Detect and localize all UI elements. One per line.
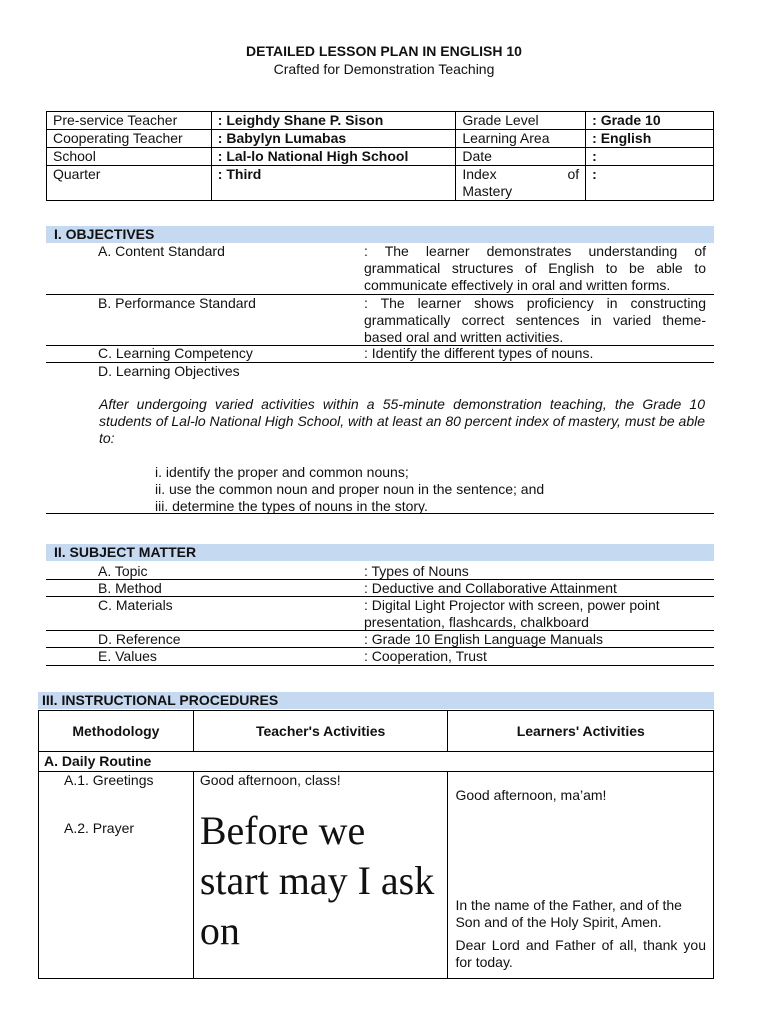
teacher-prayer-text: Before we start may I ask on: [199, 808, 435, 953]
performance-standard-value: : The learner shows proficiency in constructing grammatically correct sentences in varied theme-based oral and written activities.: [364, 295, 706, 345]
area-label: Learning Area: [456, 130, 586, 148]
learner-prayer: Dear Lord and Father of all, thank you for today.: [455, 937, 706, 970]
teacher-cell: [193, 772, 448, 979]
learning-competency-label: C. Learning Competency: [98, 345, 253, 361]
document-title: DETAILED LESSON PLAN IN ENGLISH 10: [246, 43, 522, 59]
methodology-header: Methodology: [39, 711, 194, 752]
cooperating-value: : Babylyn Lumabas: [211, 130, 456, 148]
quarter-label: Quarter: [47, 166, 212, 201]
content-standard-label: A. Content Standard: [98, 243, 225, 259]
quarter-value: : Third: [211, 166, 456, 201]
objectives-heading: I. OBJECTIVES: [46, 226, 714, 243]
materials-value: : Digital Light Projector with screen, power point presentation, flashcards, chalkboard: [364, 597, 660, 630]
list-item: iii. determine the types of nouns in the story.: [155, 498, 428, 514]
document-subtitle: Crafted for Demonstration Teaching: [273, 61, 495, 77]
mastery-word: Mastery: [462, 183, 513, 199]
learner-cell: [448, 772, 714, 979]
index-label: [456, 166, 586, 201]
procedures-heading: III. INSTRUCTIONAL PROCEDURES: [38, 692, 714, 709]
learning-objectives-label: D. Learning Objectives: [98, 363, 240, 379]
list-item: ii. use the common noun and proper noun in the sentence; and: [155, 481, 545, 497]
subject-heading: II. SUBJECT MATTER: [46, 544, 714, 561]
date-value: :: [586, 148, 714, 166]
index-value: :: [586, 166, 714, 201]
topic-value: : Types of Nouns: [364, 563, 469, 579]
preservice-label: Pre-service Teacher: [47, 112, 212, 130]
learning-competency-value: : Identify the different types of nouns.: [364, 345, 594, 361]
area-value: : English: [586, 130, 714, 148]
preservice-value: : Leighdy Shane P. Sison: [211, 112, 456, 130]
methodology-cell: [39, 772, 194, 979]
procedures-table: [38, 710, 714, 979]
learner-greeting: Good afternoon, ma’am!: [455, 787, 607, 803]
topic-label: A. Topic: [98, 563, 148, 579]
daily-routine-heading: A. Daily Routine: [39, 752, 714, 772]
greetings-label: A.1. Greetings: [64, 772, 154, 788]
learner-prayer-sign: In the name of the Father, and of the Son and of the Holy Spirit, Amen.: [455, 897, 682, 930]
objectives-intro: After undergoing varied activities within a 55-minute demonstration teaching, the Grade 10 students of Lal-lo National High School, with at least an 80 percent index of mastery, must be able to:: [99, 396, 705, 446]
divider: [46, 665, 714, 666]
teacher-greeting: Good afternoon, class!: [199, 772, 341, 788]
date-label: Date: [456, 148, 586, 166]
reference-value: : Grade 10 English Language Manuals: [364, 631, 603, 647]
info-table: [46, 111, 714, 201]
teacher-header: Teacher's Activities: [193, 711, 448, 752]
values-label: E. Values: [98, 648, 157, 664]
list-item: i. identify the proper and common nouns;: [155, 464, 409, 480]
grade-value: : Grade 10: [586, 112, 714, 130]
index-word: Index: [462, 166, 497, 182]
method-label: B. Method: [98, 580, 162, 596]
learner-header: Learners' Activities: [448, 711, 714, 752]
performance-standard-label: B. Performance Standard: [98, 295, 256, 311]
method-value: : Deductive and Collaborative Attainment: [364, 580, 617, 596]
of-word: of: [567, 166, 580, 182]
materials-label: C. Materials: [98, 597, 173, 613]
grade-label: Grade Level: [456, 112, 586, 130]
values-value: : Cooperation, Trust: [364, 648, 487, 664]
prayer-label: A.2. Prayer: [64, 820, 135, 836]
school-label: School: [47, 148, 212, 166]
cooperating-label: Cooperating Teacher: [47, 130, 212, 148]
divider: [46, 513, 714, 514]
school-value: : Lal-lo National High School: [211, 148, 456, 166]
content-standard-value: : The learner demonstrates understanding of grammatical structures of English to be able to communicate effectively in oral and written forms.: [364, 243, 706, 293]
reference-label: D. Reference: [98, 631, 181, 647]
objectives-list: [155, 464, 544, 515]
